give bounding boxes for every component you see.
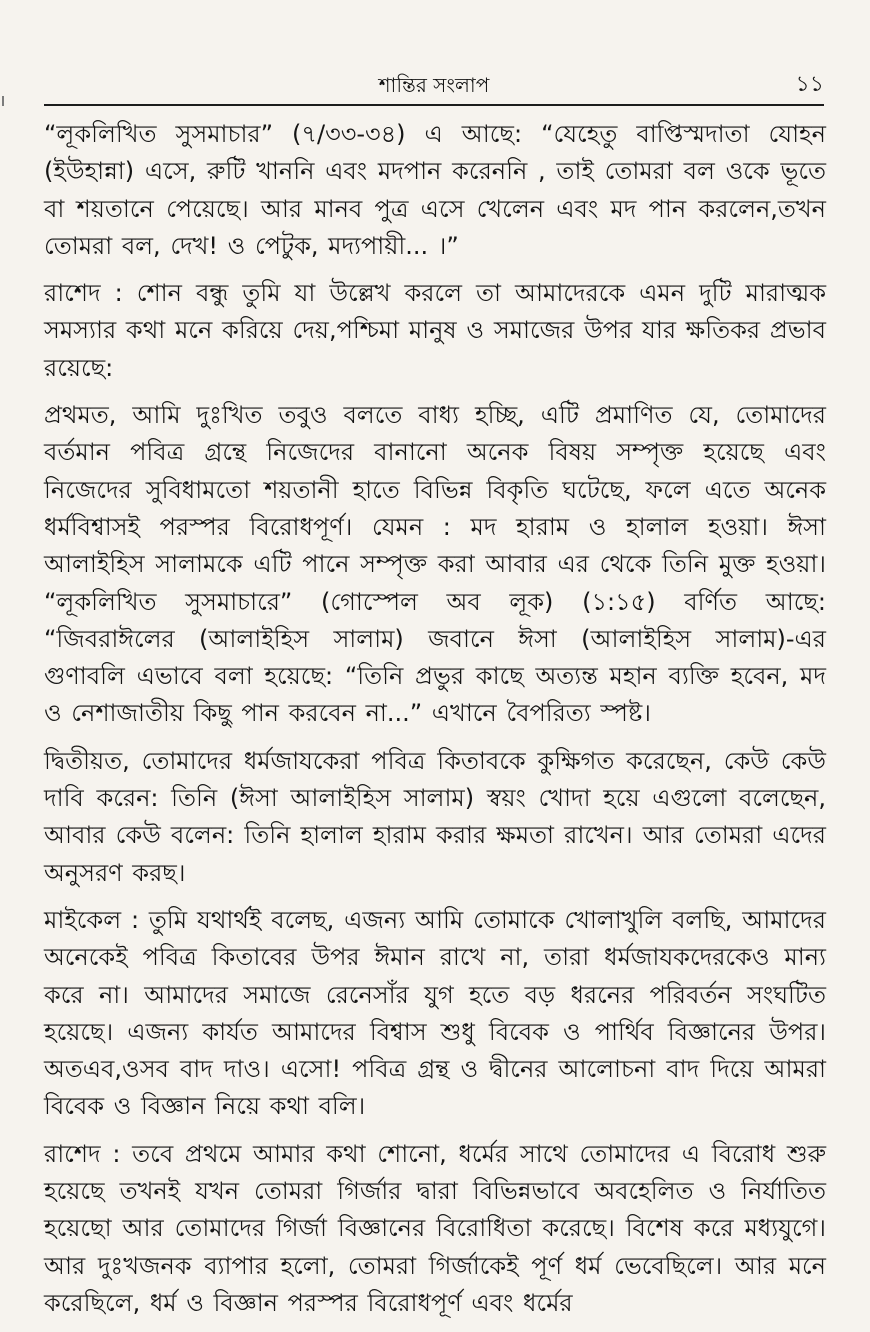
paragraph-rashed-1 <box>44 275 826 387</box>
paragraph-first-point <box>44 397 826 733</box>
paragraph-text: শোন বন্ধু তুমি যা উল্লেখ করলে তা আমাদেরকে এমন দুটি মারাত্মক সমস্যার কথা মনে করিয়ে দেয়,পশ্চিমা মানুষ ও সমাজের উপর যার ক্ষতিকর প্রভাব রয়েছে: <box>44 279 826 382</box>
paragraph-michael <box>44 902 826 1126</box>
page-number: ১১ <box>795 72 824 97</box>
paragraph-text: তবে প্রথমে আমার কথা শোনো, ধর্মের সাথে তোমাদের এ বিরোধ শুরু হয়েছে তখনই যখন তোমরা গির্জার দ্বারা বিভিন্নভাবে অবহেলিত ও নির্যাতিত হয়েছো আর তোমাদের গির্জা বিজ্ঞানের বিরোধিতা করেছে। বিশেষ করে মধ্যযুগে। আর দুঃখজনক ব্যাপার হলো, তোমরা গির্জাকেই পূর্ণ ধর্ম ভেবেছিলে। আর মনে করেছিলে, ধর্ম ও বিজ্ঞান পরস্পর বিরোধপূর্ণ এবং ধর্মের <box>44 1139 826 1317</box>
paragraph-quote-luke <box>44 116 826 265</box>
speaker-label: রাশেদ : <box>44 279 123 308</box>
speaker-label: রাশেদ : <box>44 1139 121 1168</box>
paragraph-text: তুমি যথার্থই বলেছ, এজন্য আমি তোমাকে খোলাখুলি বলছি, আমাদের অনেকেই পবিত্র কিতাবের উপর ঈমান রাখে না, তারা ধর্মজাযকদেরকেও মান্য করে না। আমাদের সমাজে রেনেসাঁর যুগ হতে বড় ধরনের পরিবর্তন সংঘটিত হয়েছে। এজন্য কার্যত আমাদের বিশ্বাস শুধু বিবেক ও পার্থিব বিজ্ঞানের উপর। অতএব,ওসব বাদ দাও। এসো! পবিত্র গ্রন্থ ও দ্বীনের আলোচনা বাদ দিয়ে আমরা বিবেক ও বিজ্ঞান নিয়ে কথা বলি। <box>44 905 826 1121</box>
speaker-label: মাইকেল : <box>44 905 140 934</box>
paragraph-text: প্রথমত, আমি দুঃখিত তবুও বলতে বাধ্য হচ্ছি, এটি প্রমাণিত যে, তোমাদের বর্তমান পবিত্র গ্রন্থে নিজেদের বানানো অনেক বিষয় সম্পৃক্ত হয়েছে এবং নিজেদের সুবিধামতো শয়তানী হাতে বিভিন্ন বিকৃতি ঘটেছে, ফলে এতে অনেক ধর্মবিশ্বাসই পরস্পর বিরোধপূর্ণ। যেমন : মদ হারাম ও হালাল হওয়া। ঈসা আলাইহিস সালামকে এটি পানে সম্পৃক্ত করা আবার এর থেকে তিনি মুক্ত হওয়া। “লূকলিখিত সুসমাচারে” (গোস্পেল অব লূক) (১:১৫) বর্ণিত আছে: “জিবরাঈলের (আলাইহিস সালাম) জবানে ঈসা (আলাইহিস সালাম)-এর গুণাবলি এভাবে বলা হয়েছে: “তিনি প্রভুর কাছে অত্যন্ত মহান ব্যক্তি হবেন, মদ ও নেশাজাতীয় কিছু পান করবেন না...” এখানে বৈপরিত্য স্পষ্ট। <box>44 401 826 728</box>
page-header <box>44 70 824 106</box>
paragraph-text: “লূকলিখিত সুসমাচার” (৭/৩৩-৩৪) এ আছে: “যেহেতু বাপ্তিস্মদাতা যোহন (ইউহান্না) এসে, রুটি খাননি এবং মদপান করেননি , তাই তোমরা বল ওকে ভূতে বা শয়তানে পেয়েছে। আর মানব পুত্র এসে খেলেন এবং মদ পান করলেন,তখন তোমরা বল, দেখ! ও পেটুক, মদ্যপায়ী... ।” <box>44 120 826 260</box>
paragraph-rashed-2 <box>44 1136 826 1322</box>
paragraph-text: দ্বিতীয়ত, তোমাদের ধর্মজাযকেরা পবিত্র কিতাবকে কুক্ষিগত করেছেন, কেউ কেউ দাবি করেন: তিনি (ঈসা আলাইহিস সালাম) স্বয়ং খোদা হয়ে এগুলো বলেছেন, আবার কেউ বলেন: তিনি হালাল হারাম করার ক্ষমতা রাখেন। আর তোমরা এদের অনুসরণ করছ। <box>44 746 826 887</box>
paragraph-second-point <box>44 743 826 892</box>
page-body <box>44 116 826 1332</box>
running-title: শান্তির সংলাপ <box>378 73 490 97</box>
margin-mark <box>2 96 4 106</box>
